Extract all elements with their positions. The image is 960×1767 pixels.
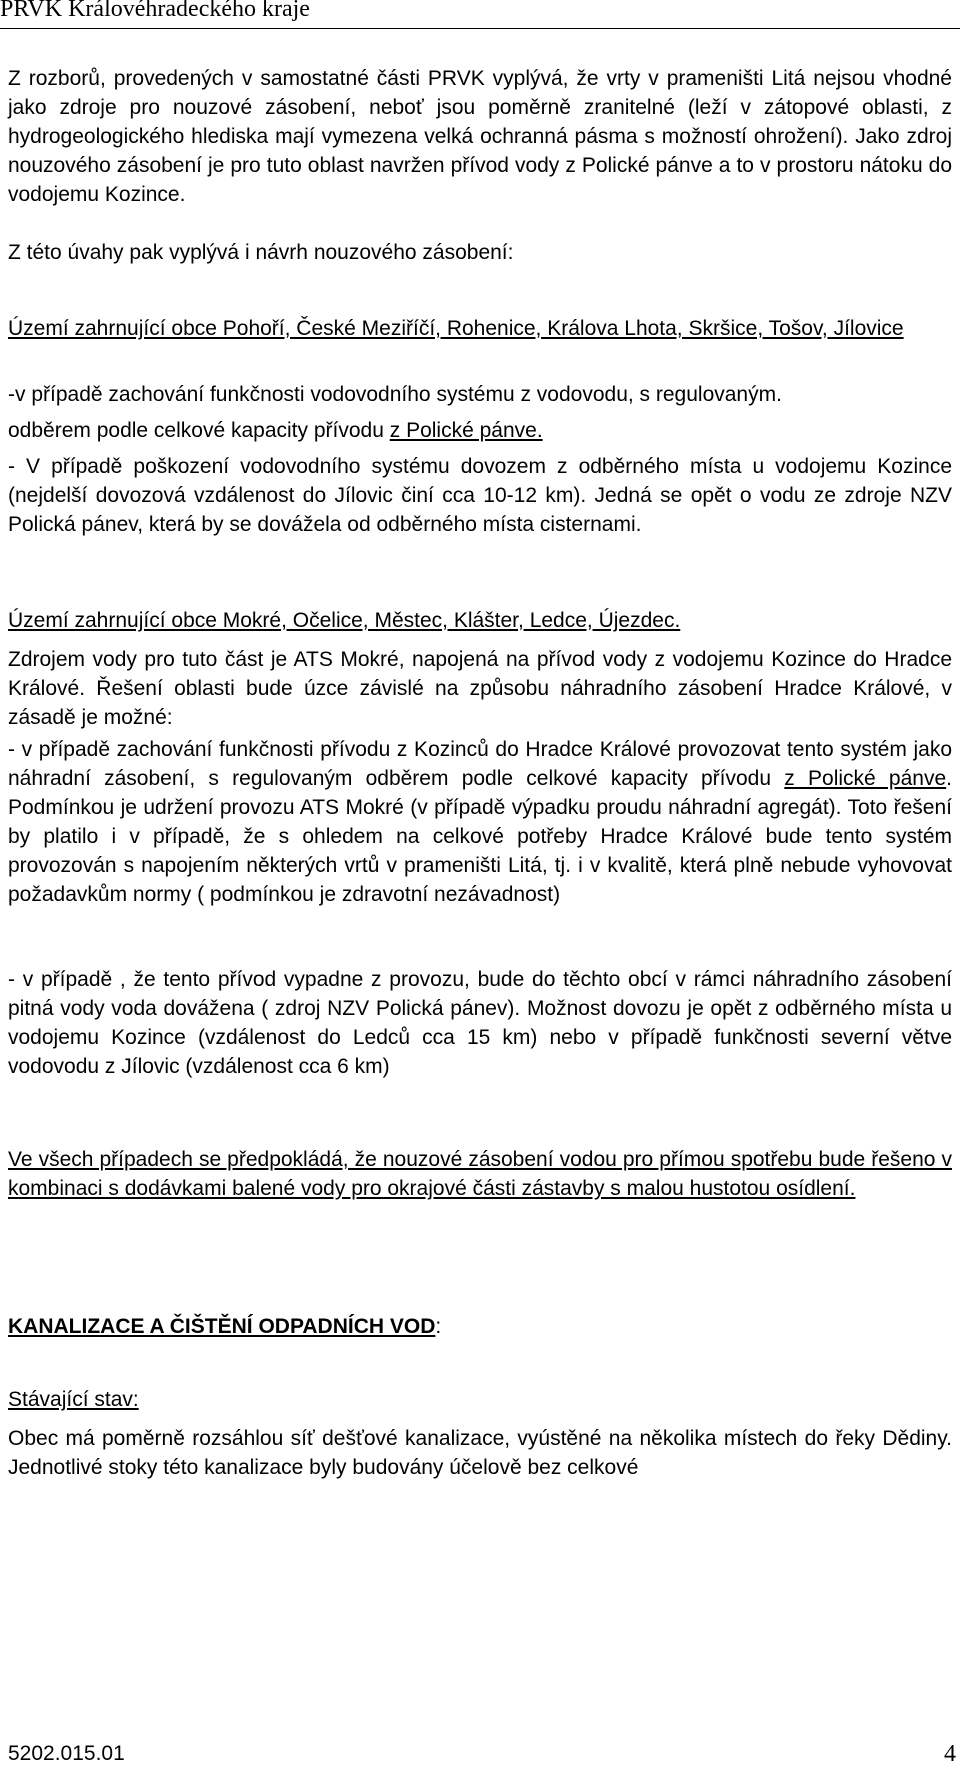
paragraph-text: - v případě , že tento přívod vypadne z provozu, bude do těchto obcí v rámci náhradního zásobení pitná vody voda dovážena ( zdroj NZV Polická pánev). Možnost dovozu je opět z odběrného místa u vodojemu Kozince (vzdálenost do Ledců cca 15 km) nebo v případě funkčnosti severní větve vodovodu z Jílovic (vzdálenost cca 6 km) [8, 968, 952, 1078]
paragraph-option-2 [8, 452, 952, 539]
paragraph-proposal [8, 238, 952, 267]
subsection-heading-text: Stávající stav: [8, 1388, 139, 1411]
paragraph-intro [8, 64, 952, 209]
paragraph-underlined-text: z Polické pánve. [389, 419, 543, 442]
paragraph-option-3 [8, 735, 952, 909]
paragraph-text: Obec má poměrně rozsáhlou síť dešťové kanalizace, vyústěné na několika místech do řeky Dědiny. Jednotlivé stoky této kanalizace byly budovány účelově bez celkové [8, 1427, 952, 1479]
paragraph-capacity [8, 416, 952, 445]
paragraph-text: Ve všech případech se předpokládá, že nouzové zásobení vodou pro přímou spotřebu bude řešeno v kombinaci s dodávkami balené vody pro okrajové části zástavby s malou hustotou osídlení. [8, 1148, 952, 1200]
paragraph-text: - v případě zachování funkčnosti přívodu z Kozinců do Hradce Králové provozovat tento systém jako náhradní zásobení, s regulovaným odběrem podle celkové kapacity přívodu [8, 738, 952, 790]
paragraph-text: . Podmínkou je udržení provozu ATS Mokré (v případě výpadku proudu náhradní agregát). Toto řešení by platilo i v případě, že s ohledem na celkové potřeby Hradce Králové bude tento systém provozován s napojením některých vrtů v prameništi Litá, tj. i v kvalitě, která plně nebude vyhovovat požadavkům normy ( podmínkou je zdravotní nezávadnost) [8, 767, 952, 906]
paragraph-territory-2 [8, 606, 952, 635]
paragraph-option-1 [8, 380, 952, 409]
paragraph-underlined-text: z Polické pánve [784, 767, 947, 790]
paragraph-source [8, 645, 952, 732]
header-divider [0, 28, 960, 29]
paragraph-text: Území zahrnující obce Pohoří, České Meziříčí, Rohenice, Králova Lhota, Skršice, Tošov, Jílovice [8, 317, 904, 340]
paragraph-text: Území zahrnující obce Mokré, Očelice, Městec, Klášter, Ledce, Újezdec. [8, 609, 681, 632]
paragraph-option-4 [8, 965, 952, 1081]
section-heading-text: KANALIZACE A ČIŠTĚNÍ ODPADNÍCH VOD [8, 1315, 436, 1338]
footer-page-number: 4 [944, 1741, 956, 1767]
paragraph-text: odběrem podle celkové kapacity přívodu [8, 419, 390, 442]
paragraph-text: Z rozborů, provedených v samostatné části PRVK vyplývá, že vrty v prameništi Litá nejsou vhodné jako zdroje pro nouzové zásobení, neboť jsou poměrně zranitelné (leží v zátopové oblasti, z hydrogeologického hlediska mají vymezena velká ochranná pásma s možností ohrožení). Jako zdroj nouzového zásobení je pro tuto oblast navržen přívod vody z Polické pánve a to v prostoru nátoku do vodojemu Kozince. [8, 67, 952, 206]
page-header-title: PRVK Královéhradeckého kraje [0, 0, 310, 22]
paragraph-text: - V případě poškození vodovodního systému dovozem z odběrného místa u vodojemu Kozince (nejdelší dovozová vzdálenost do Jílovic činí cca 10-12 km). Jedná se opět o vodu ze zdroje NZV Polická pánev, která by se dovážela od odběrného místa cisternami. [8, 455, 952, 536]
section-heading [8, 1312, 952, 1341]
paragraph-text: -v případě zachování funkčnosti vodovodního systému z vodovodu, s regulovaným. [8, 383, 782, 406]
paragraph-current-state [8, 1424, 952, 1482]
footer-document-code: 5202.015.01 [8, 1742, 125, 1765]
paragraph-text: Zdrojem vody pro tuto část je ATS Mokré, napojená na přívod vody z vodojemu Kozince do Hradce Králové. Řešení oblasti bude úzce závislé na způsobu náhradního zásobení Hradce Králové, v zásadě je možné: [8, 648, 952, 729]
subsection-heading [8, 1385, 952, 1414]
section-heading-colon: : [435, 1315, 442, 1338]
paragraph-text: Z této úvahy pak vyplývá i návrh nouzového zásobení: [8, 241, 514, 264]
paragraph-territory-1 [8, 314, 952, 343]
paragraph-summary [8, 1145, 952, 1203]
